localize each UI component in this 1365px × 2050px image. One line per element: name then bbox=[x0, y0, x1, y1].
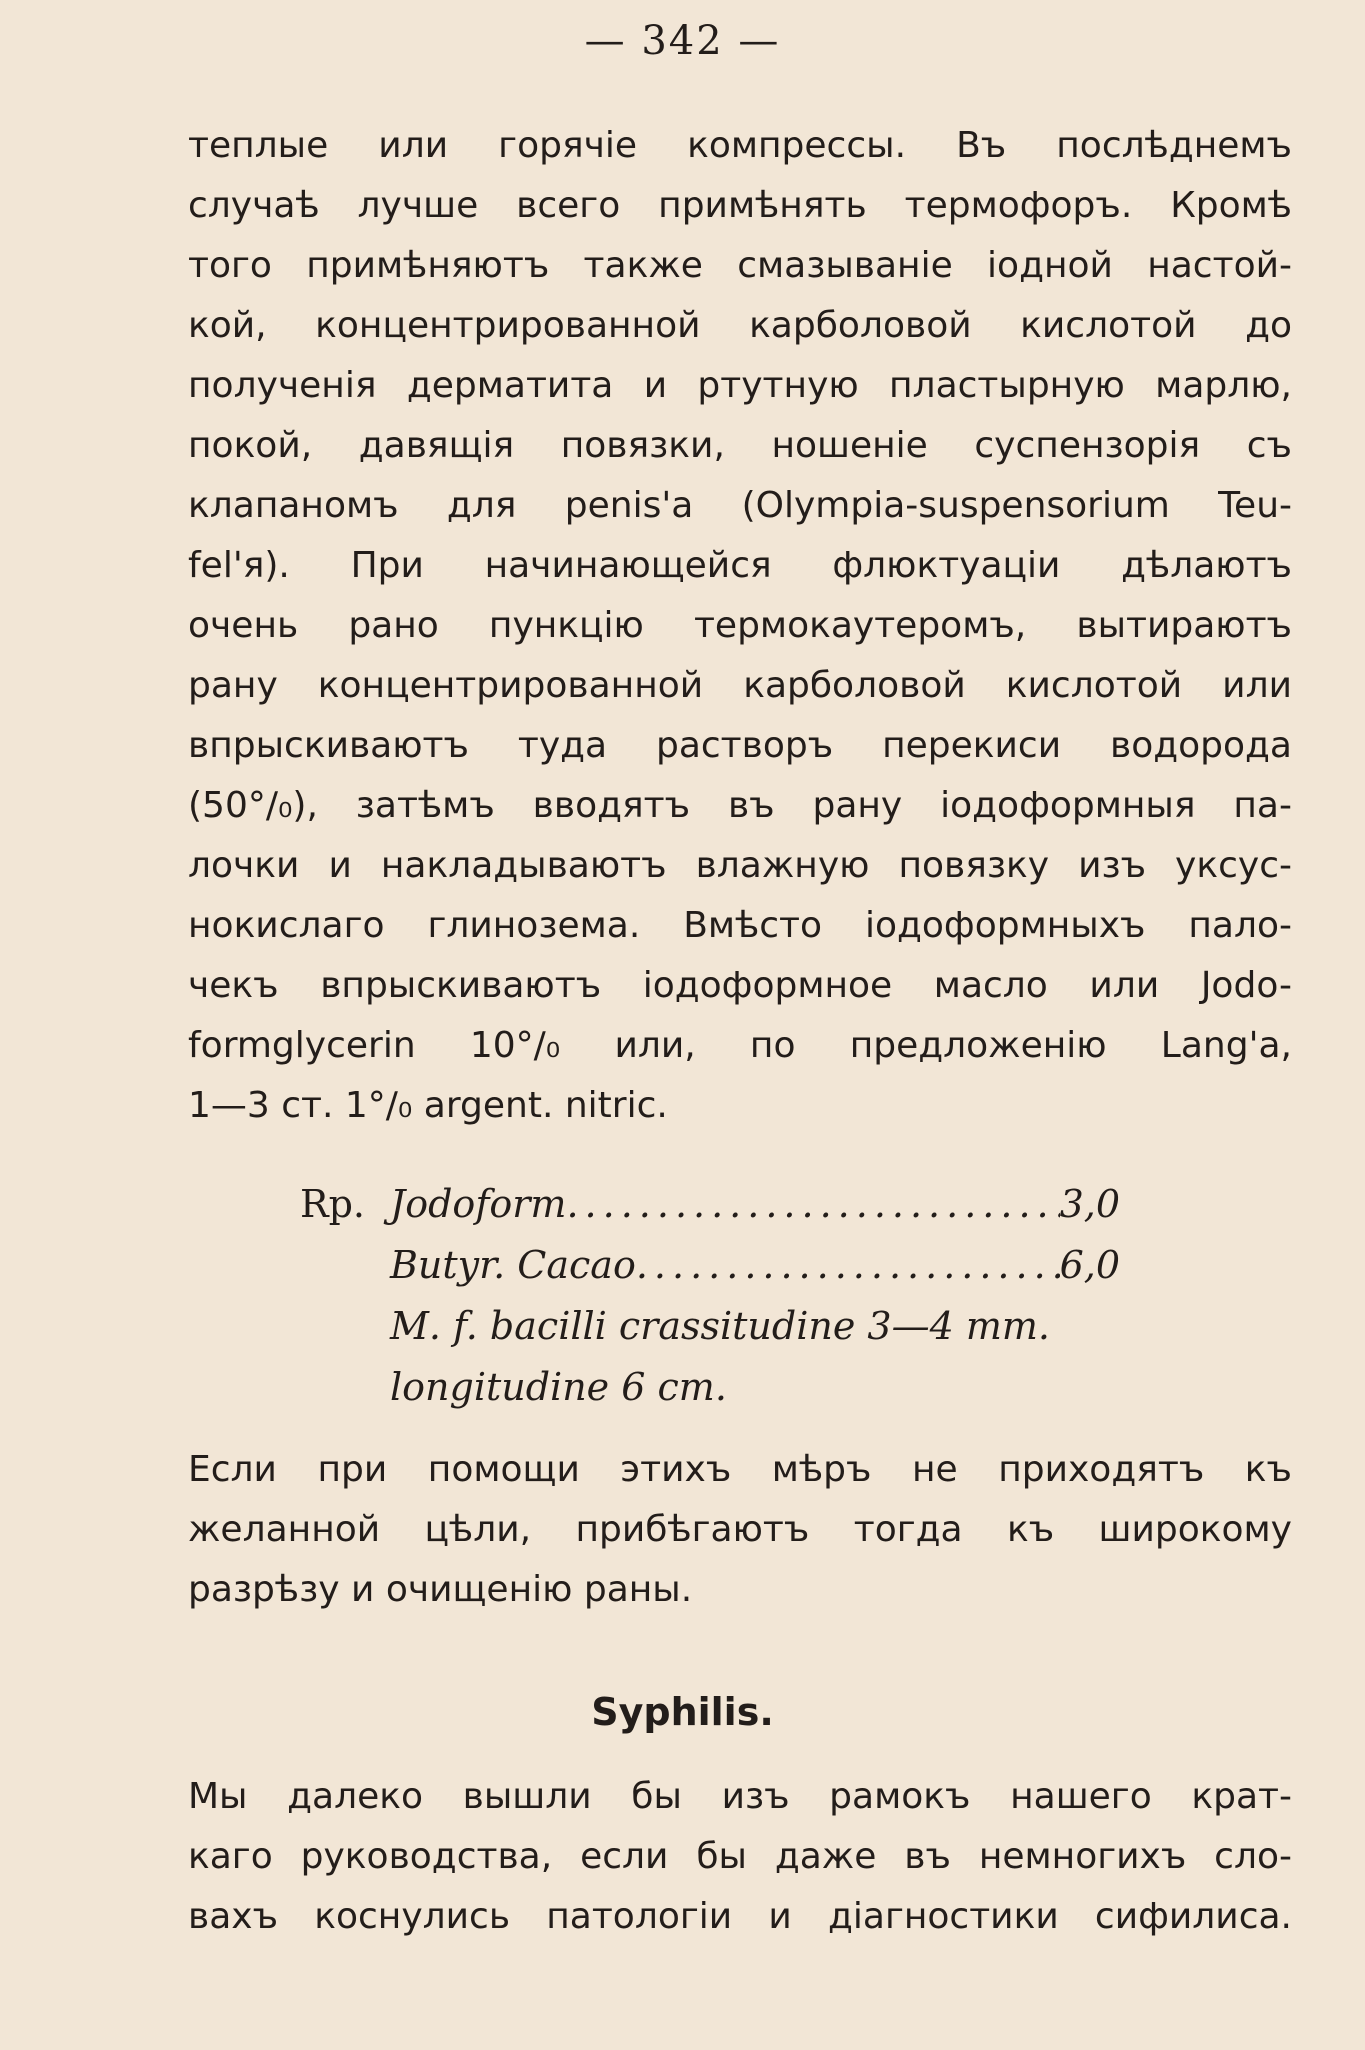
text-line: лочки и накладываютъ влажную повязку изъ уксус- bbox=[188, 845, 1292, 886]
text-line: теплые или горячіе компрессы. Въ послѣднемъ bbox=[188, 125, 1292, 166]
paragraph-syphilis bbox=[188, 1767, 1292, 1947]
prescription-line bbox=[300, 1296, 1120, 1357]
leader-dots bbox=[636, 1235, 1060, 1296]
text-line: впрыскиваютъ туда растворъ перекиси водорода bbox=[188, 725, 1292, 766]
text-line: вахъ коснулись патологіи и діагностики сифилиса. bbox=[188, 1896, 1292, 1937]
ingredient-name: Butyr. Cacao bbox=[390, 1243, 636, 1287]
prescription-line bbox=[300, 1174, 1120, 1235]
text-line: Мы далеко вышли бы изъ рамокъ нашего крат- bbox=[188, 1776, 1292, 1817]
text-line: кой, концентрированной карболовой кислотой до bbox=[188, 305, 1292, 346]
paragraph-incision bbox=[188, 1440, 1292, 1620]
text-line: очень рано пункцію термокаутеромъ, вытираютъ bbox=[188, 605, 1292, 646]
leader-dots bbox=[566, 1174, 1059, 1235]
text-line: formglycerin 10°/₀ или, по предложенію Lang'a, bbox=[188, 1025, 1292, 1066]
prescription-line bbox=[300, 1235, 1120, 1296]
text-line: случаѣ лучше всего примѣнять термофоръ. Кромѣ bbox=[188, 185, 1292, 226]
text-line: клапаномъ для penis'a (Olympia-suspensorium Teu- bbox=[188, 485, 1292, 526]
ingredient-amount: 6,0 bbox=[1059, 1243, 1120, 1287]
prescription bbox=[300, 1174, 1120, 1418]
ingredient-amount: 3,0 bbox=[1059, 1182, 1120, 1226]
text-line: того примѣняютъ также смазываніе іодной настой- bbox=[188, 245, 1292, 286]
text-line: Если при помощи этихъ мѣръ не приходятъ къ bbox=[188, 1449, 1292, 1490]
text-line: 1—3 ст. 1°/₀ argent. nitric. bbox=[188, 1085, 668, 1126]
text-line: покой, давящія повязки, ношеніе суспензорія съ bbox=[188, 425, 1292, 466]
text-line: чекъ впрыскиваютъ іодоформное масло или Jodo- bbox=[188, 965, 1292, 1006]
paragraph-treatment bbox=[188, 116, 1292, 1136]
text-line: fel'я). При начинающейся флюктуаціи дѣлаютъ bbox=[188, 545, 1292, 586]
section-heading: Syphilis. bbox=[591, 1690, 774, 1734]
text-line: желанной цѣли, прибѣгаютъ тогда къ широкому bbox=[188, 1509, 1292, 1550]
text-line: полученія дерматита и ртутную пластырную марлю, bbox=[188, 365, 1292, 406]
rp-label: Rp. bbox=[300, 1182, 366, 1226]
page-number: — 342 — bbox=[584, 18, 781, 64]
prescription-line bbox=[300, 1357, 1120, 1418]
text-line: разрѣзу и очищенію раны. bbox=[188, 1569, 693, 1610]
text-line: нокислаго глинозема. Вмѣсто іодоформныхъ пало- bbox=[188, 905, 1292, 946]
prescription-instruction: longitudine 6 cm. bbox=[390, 1365, 727, 1409]
text-line: (50°/₀), затѣмъ вводятъ въ рану іодоформныя па- bbox=[188, 785, 1292, 826]
prescription-instruction: M. f. bacilli crassitudine 3—4 mm. bbox=[390, 1304, 1050, 1348]
text-line: каго руководства, если бы даже въ немногихъ сло- bbox=[188, 1836, 1292, 1877]
ingredient-name: Jodoform bbox=[390, 1182, 567, 1226]
text-line: рану концентрированной карболовой кислотой или bbox=[188, 665, 1292, 706]
